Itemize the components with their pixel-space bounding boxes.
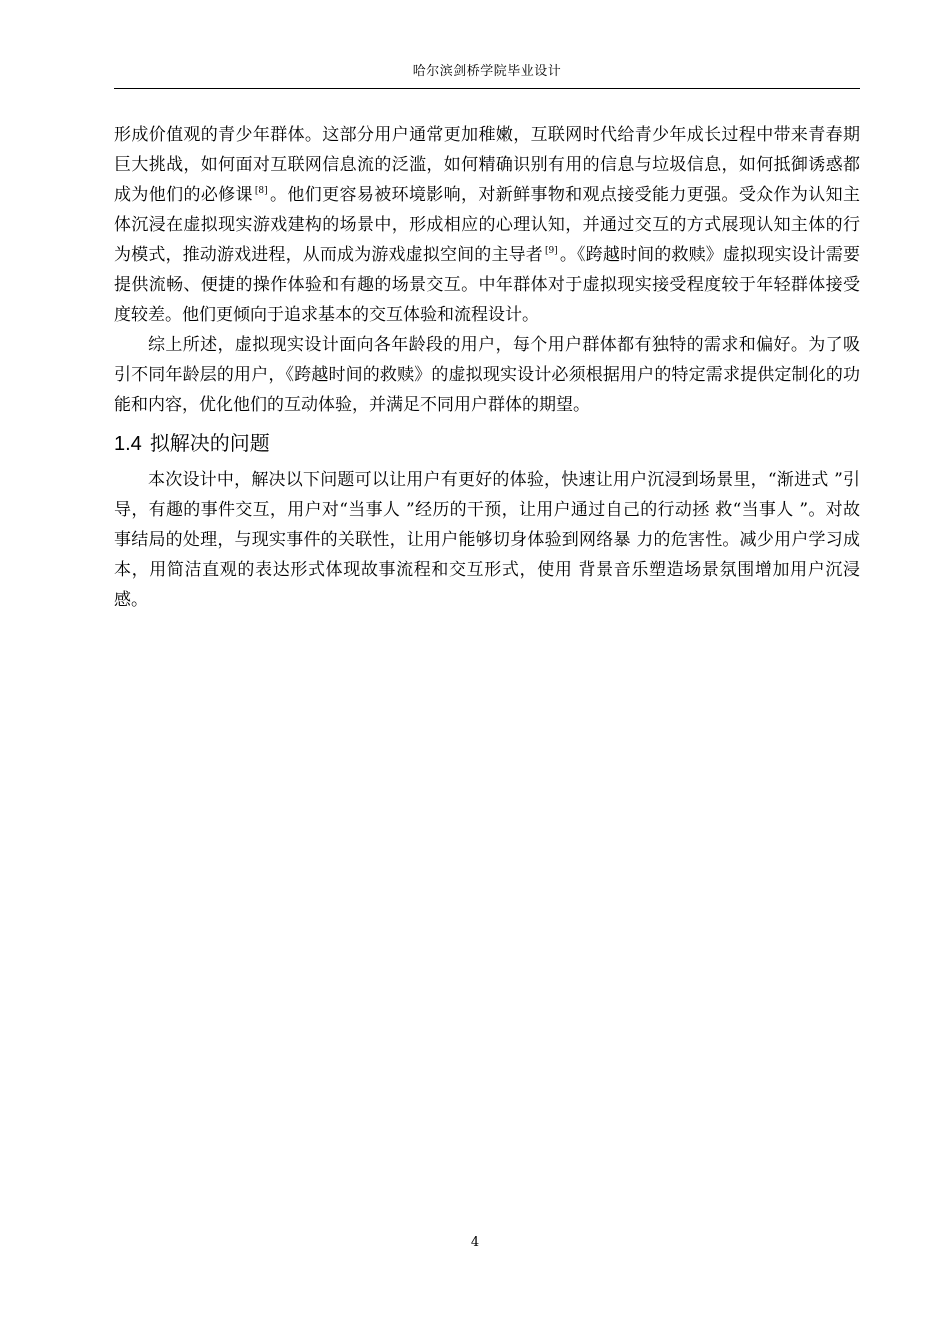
- citation-ref[interactable]: [9]: [544, 246, 558, 257]
- section-heading: [114, 426, 860, 461]
- citation-ref[interactable]: [8]: [254, 186, 268, 197]
- paragraph-text: 。他们更容易被环境影响，对新鲜事物和观点接受能力更强。受众作为认知主体沉浸在虚拟现实游戏建构的场景中，形成相应的心理认知，并通过交互的方式展现认知主体的行为模式，推动游戏进程，从而成为游戏虚拟空间的主导者: [114, 185, 860, 265]
- header-rule: [114, 88, 860, 89]
- paragraph-text: 。《跨越时间的救赎》虚拟现实设计需要提供流畅、便捷的操作体验和有趣的场景交互。中年群体对于虚拟现实接受程度较于年轻群体接受度较差。他们更倾向于追求基本的交互体验和流程设计。: [114, 245, 861, 325]
- page-number: 4: [470, 1235, 480, 1250]
- section-title: 拟解决的问题: [149, 431, 270, 455]
- paragraph-problems: 本次设计中，解决以下问题可以让用户有更好的体验，快速让用户沉浸到场景里，“渐进式 ”引导，有趣的事件交互，用户对“当事人 ”经历的干预，让用户通过自己的行动拯 救“当事人 ”。对故事结局的处理，与现实事件的关联性，让用户能够切身体验到网络暴 力的危害性。减少用户学习成本，用简洁直观的表达形式体现故事流程和交互形式，使用 背景音乐塑造场景氛围增加用户沉浸感。: [114, 470, 860, 610]
- paragraph-text: 形成价值观的青少年群体。这部分用户通常更加稚嫩，互联网时代给青少年成长过程中带来青春期巨大挑战，如何面对互联网信息流的泛滥，如何精确识别有用的信息与垃圾信息，如何抵御诱惑都成为他们的必修课: [114, 125, 860, 205]
- section-number: 1.4: [114, 433, 142, 455]
- paragraph-user-groups: [114, 120, 860, 330]
- page-content: [114, 120, 860, 615]
- paragraph-summary: 综上所述，虚拟现实设计面向各年龄段的用户，每个用户群体都有独特的需求和偏好。为了吸引不同年龄层的用户，《跨越时间的救赎》的虚拟现实设计必须根据用户的特定需求提供定制化的功能和内容，优化他们的互动体验，并满足不同用户群体的期望。: [114, 335, 860, 415]
- page-header: 哈尔滨剑桥学院毕业设计: [412, 64, 562, 79]
